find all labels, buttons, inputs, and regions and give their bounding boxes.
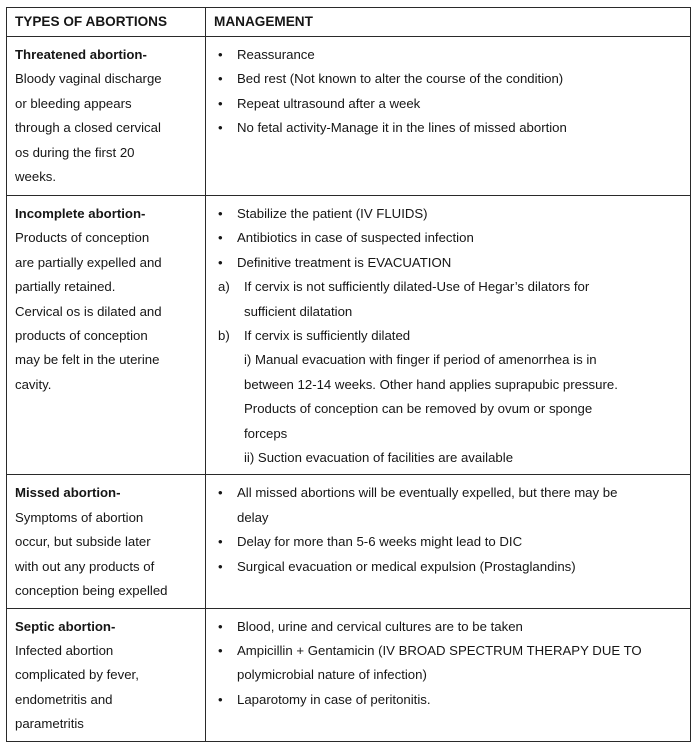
management-cell: [206, 475, 691, 608]
type-desc-line: Bloody vaginal discharge: [15, 71, 162, 87]
bullet-icon: •: [218, 558, 223, 574]
type-desc-line: parametritis: [15, 716, 84, 732]
list-item-continued: delay: [237, 509, 269, 525]
list-item: • Bed rest (Not known to alter the course of the condition): [218, 67, 684, 91]
type-desc-line: Products of conception: [15, 230, 150, 246]
table-row: [7, 196, 691, 475]
type-desc-line: conception being expelled: [15, 583, 168, 599]
list-item: • Definitive treatment is EVACUATION: [218, 251, 684, 275]
type-cell: [7, 475, 206, 608]
type-desc-line: Infected abortion: [15, 642, 114, 658]
type-title: Threatened abortion-: [15, 47, 147, 62]
sub-item: i) Manual evacuation with finger if period of amenorrhea is in: [244, 352, 597, 368]
sub-item: ii) Suction evacuation of facilities are available: [244, 450, 514, 466]
bullet-icon: •: [218, 534, 223, 550]
list-item: • Surgical evacuation or medical expulsion (Prostaglandins): [218, 555, 684, 579]
type-desc-line: or bleeding appears: [15, 95, 132, 111]
list-item: • All missed abortions will be eventually expelled, but there may be: [218, 481, 684, 505]
list-item: • Reassurance: [218, 43, 684, 67]
type-desc-line: are partially expelled and: [15, 254, 162, 270]
list-item: • Antibiotics in case of suspected infection: [218, 226, 684, 250]
header-row: [7, 8, 691, 37]
type-desc-line: may be felt in the uterine: [15, 352, 160, 368]
list-item: a) If cervix is not sufficiently dilated-Use of Hegar’s dilators for: [218, 275, 684, 299]
list-item: • Laparotomy in case of peritonitis.: [218, 688, 684, 712]
list-item: • Ampicillin + Gentamicin (IV BROAD SPECTRUM THERAPY DUE TO: [218, 639, 684, 663]
type-desc-line: partially retained.: [15, 279, 116, 295]
list-item: b) If cervix is sufficiently dilated: [218, 324, 684, 348]
bullet-icon: •: [218, 691, 223, 707]
bullet-icon: •: [218, 230, 223, 246]
bullet-icon: •: [218, 120, 223, 136]
type-title: Septic abortion-: [15, 618, 116, 634]
abortion-management-table: [6, 7, 691, 742]
type-desc-line: Cervical os is dilated and: [15, 303, 162, 319]
management-cell: [206, 608, 691, 741]
type-desc-line: occur, but subside later: [15, 534, 151, 550]
type-desc-line: os during the first 20: [15, 144, 135, 160]
list-item: • Delay for more than 5-6 weeks might lead to DIC: [218, 530, 684, 554]
type-cell: [7, 37, 206, 196]
bullet-icon: •: [218, 254, 223, 270]
type-desc-line: weeks.: [15, 169, 57, 185]
bullet-icon: •: [218, 642, 223, 658]
sub-item-continued: Products of conception can be removed by ovum or sponge: [244, 401, 593, 417]
bullet-icon: •: [218, 47, 223, 62]
header-types: TYPES OF ABORTIONS: [7, 8, 206, 37]
list-item: • Blood, urine and cervical cultures are to be taken: [218, 615, 684, 639]
bullet-icon: •: [218, 485, 223, 501]
type-desc-line: complicated by fever,: [15, 667, 139, 683]
type-title: Missed abortion-: [15, 485, 121, 501]
table-row: [7, 608, 691, 741]
type-desc-line: products of conception: [15, 328, 148, 344]
type-desc-line: Symptoms of abortion: [15, 509, 144, 525]
sub-item-continued: forceps: [244, 425, 288, 441]
sub-item-continued: between 12-14 weeks. Other hand applies suprapubic pressure.: [244, 376, 618, 392]
bullet-icon: •: [218, 71, 223, 87]
table-row: [7, 475, 691, 608]
bullet-icon: •: [218, 206, 223, 221]
type-desc-line: with out any products of: [15, 558, 155, 574]
type-desc-line: through a closed cervical: [15, 120, 161, 136]
type-desc-line: endometritis and: [15, 691, 113, 707]
list-item: • Stabilize the patient (IV FLUIDS): [218, 202, 684, 226]
header-management: MANAGEMENT: [206, 8, 691, 37]
management-cell: [206, 196, 691, 475]
list-item-continued: polymicrobial nature of infection): [237, 667, 427, 683]
table-row: [7, 37, 691, 196]
list-marker-b: b): [218, 328, 230, 344]
type-title: Incomplete abortion-: [15, 206, 146, 221]
bullet-icon: •: [218, 618, 223, 634]
list-item: • Repeat ultrasound after a week: [218, 92, 684, 116]
type-cell: [7, 196, 206, 475]
type-cell: [7, 608, 206, 741]
list-item: • No fetal activity-Manage it in the lines of missed abortion: [218, 116, 684, 140]
bullet-icon: •: [218, 95, 223, 111]
management-cell: [206, 37, 691, 196]
list-item-continued: sufficient dilatation: [244, 303, 353, 319]
list-marker-a: a): [218, 279, 230, 295]
type-desc-line: cavity.: [15, 376, 52, 392]
